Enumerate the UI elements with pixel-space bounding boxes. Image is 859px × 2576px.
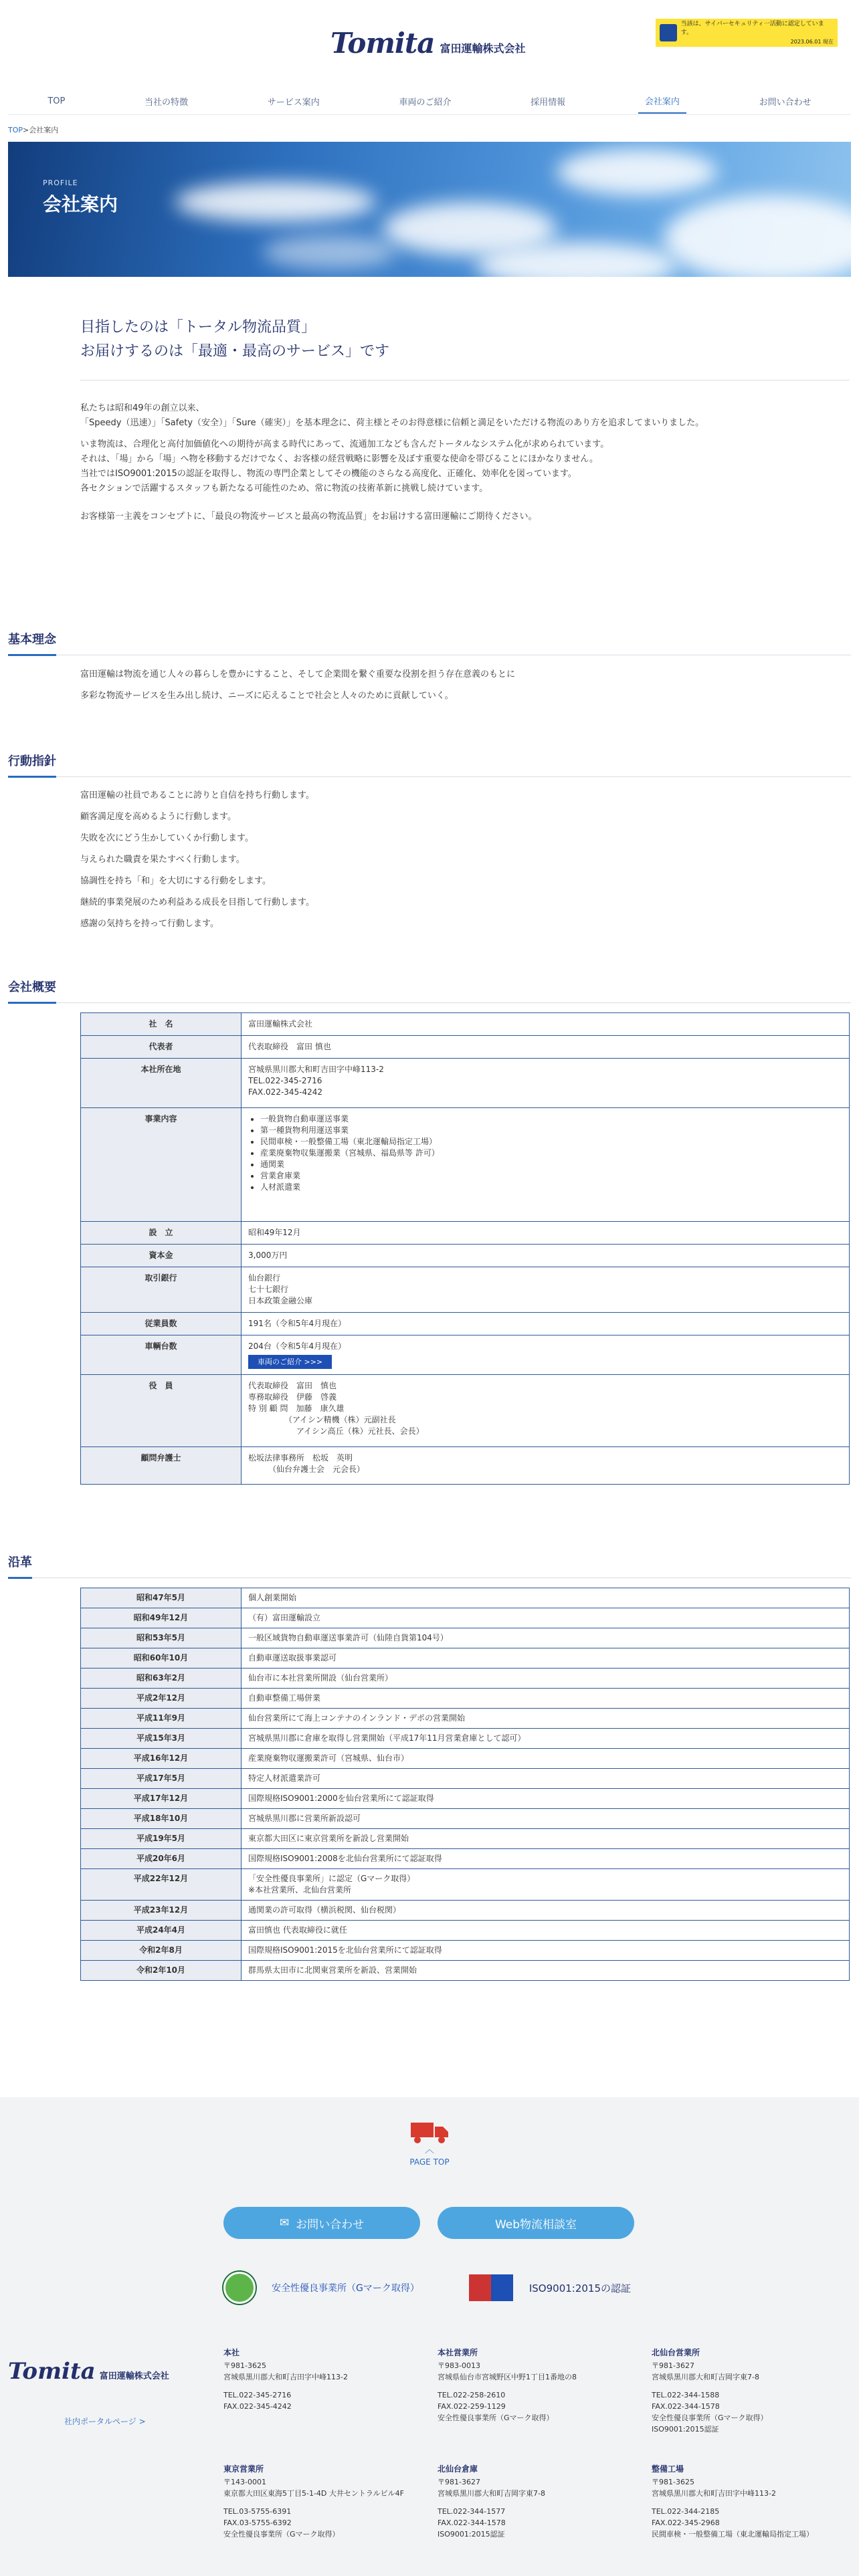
table-row: 平成2年12月 自動車整備工場併業 [81,1689,850,1709]
office-line: TEL.022-345-2716 [223,2391,292,2399]
office-line: 宮城県黒川郡大和町吉岡字東7-8 [652,2373,759,2381]
footer-company-name: 富田運輸株式会社 [99,2371,169,2381]
table-row: 昭和53年5月 一般区域貨物自動車運送事業許可（仙陸自貨第104号） [81,1628,850,1648]
nav-vehicles[interactable]: 車両のご紹介 [399,98,452,108]
contact-button[interactable]: ✉ お問い合わせ [223,2207,420,2239]
iso-logo-icon [469,2274,513,2301]
vehicle-intro-button[interactable]: 車両のご紹介 >>> [248,1355,332,1369]
hero-subtitle: PROFILE [43,179,78,187]
nav-company[interactable]: 会社案内 [638,89,686,114]
nav-contact[interactable]: お問い合わせ [759,98,812,108]
notice-date: 2023.06.01 現在 [790,38,834,45]
office-line: ISO9001:2015認証 [652,2425,719,2434]
section-basic: 基本理念 [8,630,851,655]
office-line: ISO9001:2015認証 [438,2530,505,2539]
table-row: 平成16年12月 産業廃棄物収運搬業許可（宮城県、仙台市） [81,1749,850,1769]
table-row: 平成17年5月 特定人材派遣業許可 [81,1769,850,1789]
section-history: 沿革 [8,1553,851,1578]
table-row: 平成19年5月 東京都大田区に東京営業所を新設し営業開始 [81,1829,850,1849]
office-line: 〒143-0001 [223,2478,266,2486]
office-line: FAX.03-5755-6392 [223,2518,292,2527]
basic-text: 富田運輸は物流を通じ人々の暮らしを豊かにすること、そして企業間を繋ぐ重要な役割を担う存在意義のもとに 多彩な物流サービスを生み出し続け、ニーズに応えることで社会と人々のために貢献していく。 [80,669,516,701]
office-line: TEL.022-344-1588 [652,2391,720,2399]
truck-icon [409,2120,450,2144]
table-row: 取引銀行 仙台銀行 七十七銀行 日本政策金融公庫 [81,1267,850,1313]
office-line [652,2383,852,2389]
footer-office [223,2464,424,2540]
table-row: 平成17年12月 国際規格ISO9001:2000を仙台営業所にて認証取得 [81,1789,850,1809]
global-nav [8,88,851,115]
table-row: 平成18年10月 宮城県黒川郡に営業所新設認可 [81,1809,850,1829]
table-row: 平成20年6月 国際規格ISO9001:2008を北仙台営業所にて認証取得 [81,1849,850,1869]
office-line: 安全性優良事業所（Gマーク取得） [438,2413,554,2422]
hero-banner [8,142,851,277]
table-row: 昭和47年5月 個人創業開始 [81,1588,850,1608]
list-item: 協調性を持ち「和」を大切にする行動をします。 [80,876,271,886]
section-action: 行動指針 [8,752,851,777]
office-name: 東京営業所 [223,2464,264,2474]
section-overview: 会社概要 [8,978,851,1003]
table-row: 代表者 代表取締役 富田 慎也 [81,1036,850,1059]
office-line: 安全性優良事業所（Gマーク取得） [223,2530,340,2539]
office-name: 北仙台営業所 [652,2348,700,2357]
office-line: FAX.022-259-1129 [438,2402,506,2411]
security-badge-icon [660,24,677,41]
gmark-icon [223,2272,256,2304]
list-item: 継続的事業発展のため利益ある成長を目指して行動します。 [80,897,314,907]
office-line [438,2499,638,2506]
table-row: 社 名 富田運輸株式会社 [81,1013,850,1036]
office-line: 〒981-3625 [652,2478,694,2486]
lead-heading: 目指したのは「トータル物流品質」 お届けするのは「最適・最高のサービス」です [80,316,850,381]
footer-office [652,2347,852,2435]
table-row: 平成22年12月 「安全性優良事業所」に認定（Gマーク取得） ※本社営業所、北仙台営業所 [81,1869,850,1901]
office-line: 〒981-3627 [652,2361,694,2370]
office-line: TEL.022-258-2610 [438,2391,506,2399]
office-name: 本社営業所 [438,2348,478,2357]
history-table [80,1588,850,1981]
footer-office [438,2464,638,2540]
overview-table [80,1012,850,1485]
chevron-up-icon: ︿ [425,2145,434,2155]
office-line [438,2383,638,2389]
table-row: 従業員数 191名（令和5年4月現在） [81,1313,850,1335]
table-row: 資本金 3,000万円 [81,1245,850,1267]
table-row: 昭和49年12月 （有）富田運輸設立 [81,1608,850,1628]
office-line [652,2499,852,2506]
table-row: 平成11年9月 仙台営業所にて海上コンテナのインランド・デポの営業開始 [81,1709,850,1729]
table-row: 平成23年12月 通関業の許可取得（横浜税関、仙台税関） [81,1901,850,1921]
table-row: 役 員 代表取締役 富田 慎也 専務取締役 伊藤 啓義 特 別 顧 問 加藤 康久雄 （アイシン精機（株）元副社長 アイシン高丘（株）元社長、会長） [81,1375,850,1447]
office-line [223,2383,424,2389]
office-line: 宮城県仙台市宮城野区中野1丁目1番地の8 [438,2373,577,2381]
office-line: 宮城県黒川郡大和町吉岡字東7-8 [438,2489,545,2498]
footer-office [223,2347,424,2412]
security-notice-banner[interactable] [656,19,838,47]
office-line: 東京都大田区東海5丁目5-1-4D 大井セントラルビル4F [223,2489,404,2498]
table-row: 顧問弁護士 松坂法律事務所 松坂 英明 （仙台弁護士会 元会長） [81,1447,850,1485]
office-line: FAX.022-344-1578 [652,2402,720,2411]
table-row: 本社所在地 宮城県黒川郡大和町吉田字中峰113-2 TEL.022-345-2716 FAX.022-345-4242 [81,1059,850,1108]
table-row: 昭和63年2月 仙台市に本社営業所開設（仙台営業所） [81,1669,850,1689]
list-item: 富田運輸の社員であることに誇りと自信を持ち行動します。 [80,790,314,800]
footer-office [438,2347,638,2424]
nav-recruit[interactable]: 採用情報 [531,98,566,108]
footer-office [652,2464,852,2540]
nav-services[interactable]: サービス案内 [267,98,320,108]
list-item: 感謝の気持ちを持って行動します。 [80,919,219,929]
office-line: 〒981-3627 [438,2478,480,2486]
table-row: 平成24年4月 富田慎也 代表取締役に就任 [81,1921,850,1941]
page-top-label: PAGE TOP [409,2157,450,2167]
table-row: 設 立 昭和49年12月 [81,1222,850,1245]
office-line [223,2499,424,2506]
office-line: FAX.022-345-4242 [223,2402,292,2411]
office-line: 民間車検・一般整備工場（東北運輸局指定工場） [652,2530,814,2539]
intro-text: 私たちは昭和49年の創立以来、 「Speedy（迅速）」「Safety（安全）」「Sure（確実）」を基本理念に、荷主様とそのお得意様に信頼と満足をいただける物流のあり方を追求してまいりました。 いま物流は、合理化と高付加価値化への期待が高まる時代にあって、流通加工なども含んだトータルなシステム化が求められています。 それは、「場」から「場」へ物を移動するだけでなく、お客様の経営戦略に影響を及ぼす重要な使命を帯びることにほかなりません。 当社ではISO9001:2015の認証を取得し、物流の専門企業としてその機能のさらなる高度化、正確化、効率化を図っています。 各セクションで活躍するスタッフも新たなる可能性のため、常に物流の技術革新に挑戦し続けています。 お客様第一主義をコンセプトに、「最良の物流サービスと最高の物流品質」をお届けする富田運輸にご期待ください。 [80,403,704,522]
office-line: FAX.022-344-1578 [438,2518,506,2527]
office-name: 本社 [223,2348,240,2357]
footer-logo-wordmark: Tomita [8,2358,96,2385]
office-line: 〒983-0013 [438,2361,480,2370]
office-line: TEL.022-344-2185 [652,2507,720,2516]
web-consult-button[interactable]: Web物流相談室 [438,2207,634,2239]
logo-wordmark: Tomita [330,27,435,60]
nav-features[interactable]: 当社の特徴 [145,98,189,108]
office-line: 安全性優良事業所（Gマーク取得） [652,2413,768,2422]
iso-text: ISO9001:2015の認証 [529,2282,632,2294]
list-item: 顧客満足度を高めるように行動します。 [80,812,236,822]
table-row: 平成15年3月 宮城県黒川郡に倉庫を取得し営業開始（平成17年11月営業倉庫として認可） [81,1729,850,1749]
notice-text: 当該は、サイバーセキュリティ一活動に認定しています。 [680,20,824,36]
table-row: 令和2年8月 国際規格ISO9001:2015を北仙台営業所にて認証取得 [81,1941,850,1961]
logo-company-name: 富田運輸株式会社 [440,42,526,55]
page-title: 会社案内 [43,193,118,215]
breadcrumb-current: 会社案内 [29,126,59,134]
list-item: 失敗を次にどう生かしていくか行動します。 [80,833,254,843]
cert-badges [223,2266,638,2310]
office-name: 北仙台倉庫 [438,2464,478,2474]
office-line: TEL.03-5755-6391 [223,2507,292,2516]
portal-link[interactable]: 社内ポータルページ > [64,2417,146,2426]
office-line: FAX.022-345-2968 [652,2518,720,2527]
office-line: 宮城県黒川郡大和町吉田字中峰113-2 [652,2489,776,2498]
office-line: TEL.022-344-1577 [438,2507,506,2516]
table-row: 昭和60年10月 自動車運送取扱事業認可 [81,1648,850,1669]
site-logo[interactable] [330,27,525,60]
office-name: 整備工場 [652,2464,684,2474]
list-item: 与えられた職責を果たすべく行動します。 [80,855,245,865]
table-row: 事業内容 • 一般貨物自動車運送事業 • 第一種貨物利用運送事業 • 民間車検・一般整備工場（東北運輸局指定工場） • 産業廃棄物収集運搬業（宮城県、福島県等 許可） • 通関業 • 営業倉庫業 • 人材派遣業 [81,1108,850,1222]
nav-top[interactable]: TOP [47,96,66,106]
breadcrumb: TOP>会社案内 [8,126,59,134]
mail-icon: ✉ [279,2216,290,2230]
action-list [80,785,850,935]
office-line: 宮城県黒川郡大和町吉田字中峰113-2 [223,2373,348,2381]
breadcrumb-home[interactable]: TOP [8,126,23,134]
gmark-text: 安全性優良事業所（Gマーク取得） [272,2283,419,2294]
table-row: 車輌台数 204台（令和5年4月現在） 車両のご紹介 >>> [81,1335,850,1375]
page-top-button[interactable] [400,2120,459,2167]
footer-logo[interactable] [8,2358,169,2385]
table-row: 令和2年10月 群馬県太田市に北関東営業所を新設、営業開始 [81,1961,850,1981]
office-line: 〒981-3625 [223,2361,266,2370]
